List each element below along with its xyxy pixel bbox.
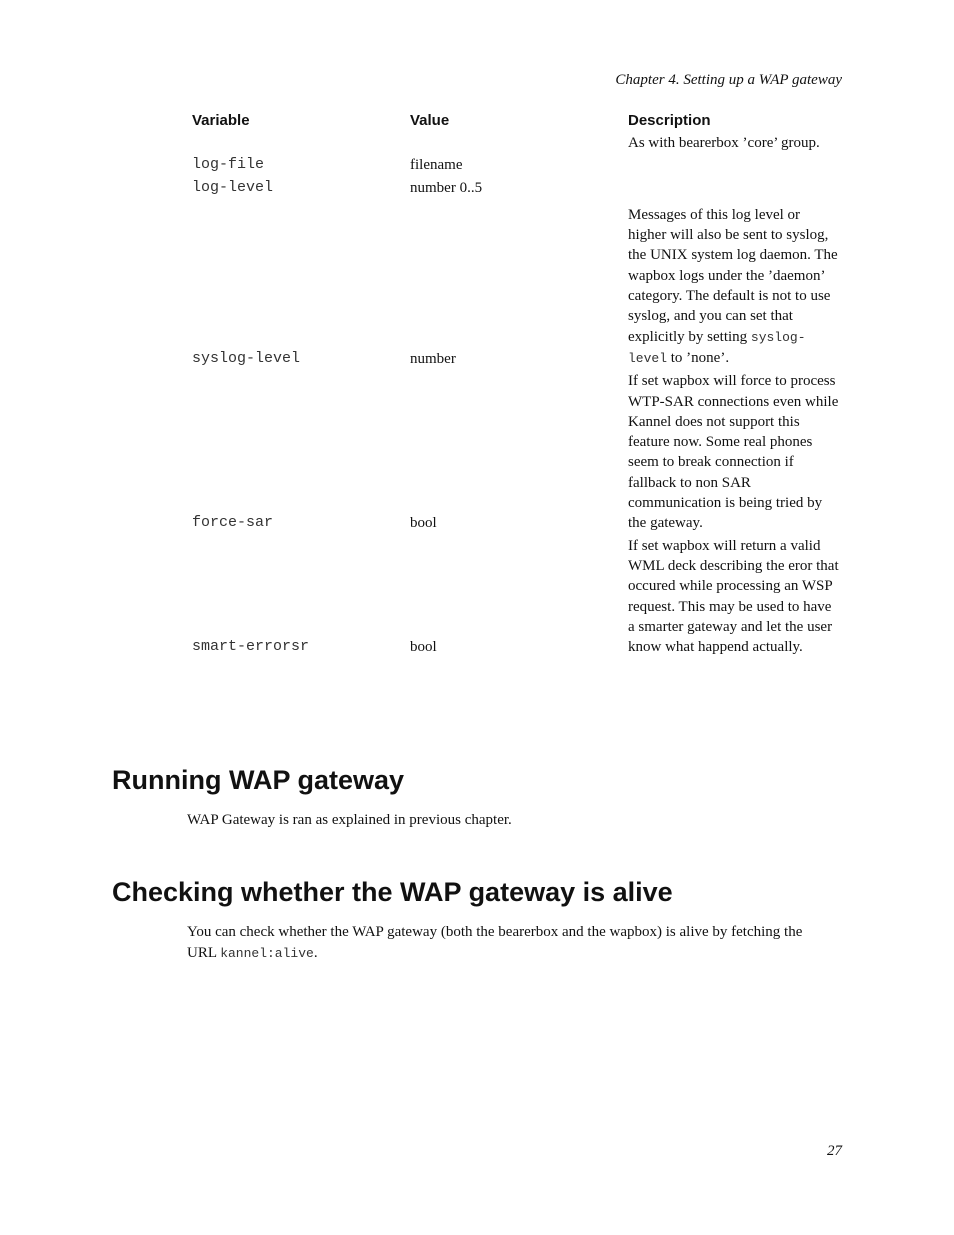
section-heading-alive-check: Checking whether the WAP gateway is alive <box>112 877 673 907</box>
header-variable: Variable <box>192 112 250 129</box>
table-row <box>188 133 844 154</box>
table-row <box>188 199 844 370</box>
variable-cell: log-level <box>192 178 274 196</box>
description-code: syslog-level <box>628 329 806 366</box>
section-text-alive-check <box>187 922 832 964</box>
table-header-row <box>188 112 844 133</box>
table-row <box>188 370 844 534</box>
alive-url-code: kannel:alive <box>220 945 314 961</box>
value-cell: number 0..5 <box>410 179 483 196</box>
section-heading-running: Running WAP gateway <box>112 765 405 795</box>
intro-description: As with bearerbox ’core’ group. <box>628 135 820 151</box>
table-row <box>188 154 844 176</box>
section-text-running: WAP Gateway is ran as explained in previous chapter. <box>187 812 512 828</box>
chapter-header: Chapter 4. Setting up a WAP gateway <box>615 72 842 88</box>
alive-check-text: You can check whether the WAP gateway (both the bearerbox and the wapbox) is alive by fetching the URL <box>187 924 803 961</box>
description-cell <box>624 177 844 199</box>
table-row <box>188 177 844 199</box>
description-cell <box>624 199 844 370</box>
variable-cell: log-file <box>192 156 265 174</box>
table-row <box>188 535 844 659</box>
header-value: Value <box>410 112 450 129</box>
value-cell: bool <box>410 639 437 656</box>
variable-cell: smart-errorsr <box>192 638 310 656</box>
page-number: 27 <box>827 1143 842 1159</box>
description-text: Messages of this log level or higher will also be sent to syslog, the UNIX system log daemon. The wapbox logs under the ’daemon’ category. The default is not to use syslog, and you can set that explicitly by setting <box>628 206 838 345</box>
header-description: Description <box>628 112 711 129</box>
variable-cell: force-sar <box>192 514 274 532</box>
description-tail: to ’none’. <box>667 349 730 366</box>
variable-cell: syslog-level <box>192 349 301 367</box>
value-cell: filename <box>410 157 463 174</box>
value-cell: bool <box>410 515 437 532</box>
description-cell: If set wapbox will force to process WTP-SAR connections even while Kannel does not support this feature now. Some real phones seem to break connection if fallback to non SAR communication is being tried by the gateway. <box>628 373 839 532</box>
description-cell <box>624 154 844 176</box>
description-cell: If set wapbox will return a valid WML deck describing the eror that occured while processing an WSP request. This may be used to have a smarter gateway and let the user know what happend actually. <box>628 537 839 656</box>
alive-check-tail: . <box>313 944 318 961</box>
value-cell: number <box>410 350 456 367</box>
variables-table <box>188 112 844 658</box>
